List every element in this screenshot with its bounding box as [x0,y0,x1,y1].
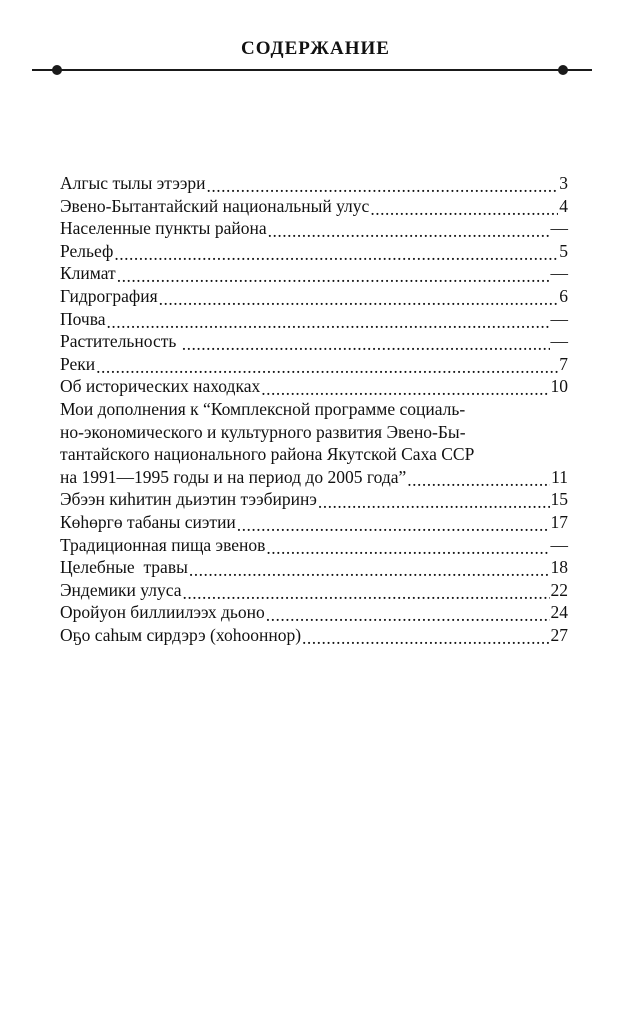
toc-entry-title: Эндемики улуса [60,579,182,600]
toc-leader [302,629,549,647]
toc-page-number: 4 [559,195,568,216]
toc-page-number: 27 [550,624,568,645]
toc-entry-title: Эвено-Бытантайский национальный улус [60,195,370,216]
toc-entry-title: Климат [60,263,116,284]
toc-entry [60,488,568,511]
toc-entry-title: Почва [60,308,106,329]
toc-page-number: — [550,263,568,284]
toc-entry-title: Реки [60,353,96,374]
toc-entry [60,375,568,398]
table-of-contents [60,172,568,646]
toc-leader [206,177,558,195]
rule-line [32,69,592,71]
toc-page-number: — [550,331,568,352]
toc-entry [60,330,568,353]
toc-page-number: — [550,218,568,239]
toc-leader [318,493,550,511]
toc-leader [237,516,550,534]
toc-leader [266,606,550,624]
toc-leader [182,584,549,602]
toc-entry [60,353,568,376]
toc-page-number: 6 [559,285,568,306]
toc-leader [114,245,558,263]
toc-entry [60,240,568,263]
toc-page-number: 24 [550,602,568,623]
page-title: СОДЕРЖАНИЕ [241,38,390,59]
toc-page-number: 11 [551,466,568,487]
toc-leader [370,200,558,218]
toc-entry-title-line: но-экономического и культурного развития Эвено-Бы- [60,421,466,442]
toc-entry [60,308,568,331]
toc-entry [60,511,568,534]
toc-page-number: — [550,534,568,555]
toc-entry [60,172,568,195]
toc-entry [60,579,568,602]
toc-entry-title: Гидрография [60,285,158,306]
toc-leader [96,358,558,376]
toc-page-number: 17 [550,511,568,532]
toc-entry-title: Об исторических находках [60,376,261,397]
toc-page-number: 5 [559,240,568,261]
toc-entry-title-line: тантайского национального района Якутской Саха ССР [60,444,475,465]
toc-page-number: 7 [559,353,568,374]
title-rule [32,66,592,74]
toc-entry [60,624,568,647]
toc-page-number: 3 [559,173,568,193]
toc-entry-title: Традиционная пища эвенов [60,534,266,555]
toc-leader [266,539,549,557]
toc-entry-title: Алгыс тылы этээри [60,173,206,193]
toc-leader [407,471,550,489]
toc-leader [261,380,549,398]
toc-entry-last-line [60,466,568,489]
toc-entry [60,285,568,308]
toc-leader [189,561,550,579]
toc-entry-title: Растительность [60,331,181,352]
toc-entry [60,195,568,218]
toc-entry-title: Көhөргө табаны сиэтии [60,511,236,532]
toc-page-number: 15 [550,489,568,510]
toc-entry-title: Населенные пункты района [60,218,267,239]
toc-leader [268,222,550,240]
toc-entry-title: Рельеф [60,240,114,261]
rule-dot-right-icon [558,65,568,75]
toc-entry-title: Оройуон биллиилээх дьоно [60,602,265,623]
toc-entry-title: Оҕо саhым сирдэрэ (хоhооннор) [60,624,302,645]
toc-page-number: 18 [550,557,568,578]
toc-entry [60,534,568,557]
toc-page-number: 22 [550,579,568,600]
toc-entry-title: Эбээн киhитин дьиэтин тээбиринэ [60,489,317,510]
toc-page-number: — [550,308,568,329]
toc-entry [60,217,568,240]
toc-entry [60,556,568,579]
toc-entry-multiline [60,398,568,488]
toc-entry-title-line: на 1991—1995 годы и на период до 2005 года” [60,466,407,487]
toc-leader [107,313,550,331]
toc-entry-title: Целебные травы [60,557,188,578]
toc-leader [159,290,559,308]
toc-leader [182,335,550,353]
toc-page-number: 10 [550,376,568,397]
toc-entry [60,262,568,285]
toc-leader [117,267,550,285]
toc-entry-title-line: Мои дополнения к “Комплексной программе социаль- [60,398,466,419]
rule-dot-left-icon [52,65,62,75]
toc-entry [60,601,568,624]
